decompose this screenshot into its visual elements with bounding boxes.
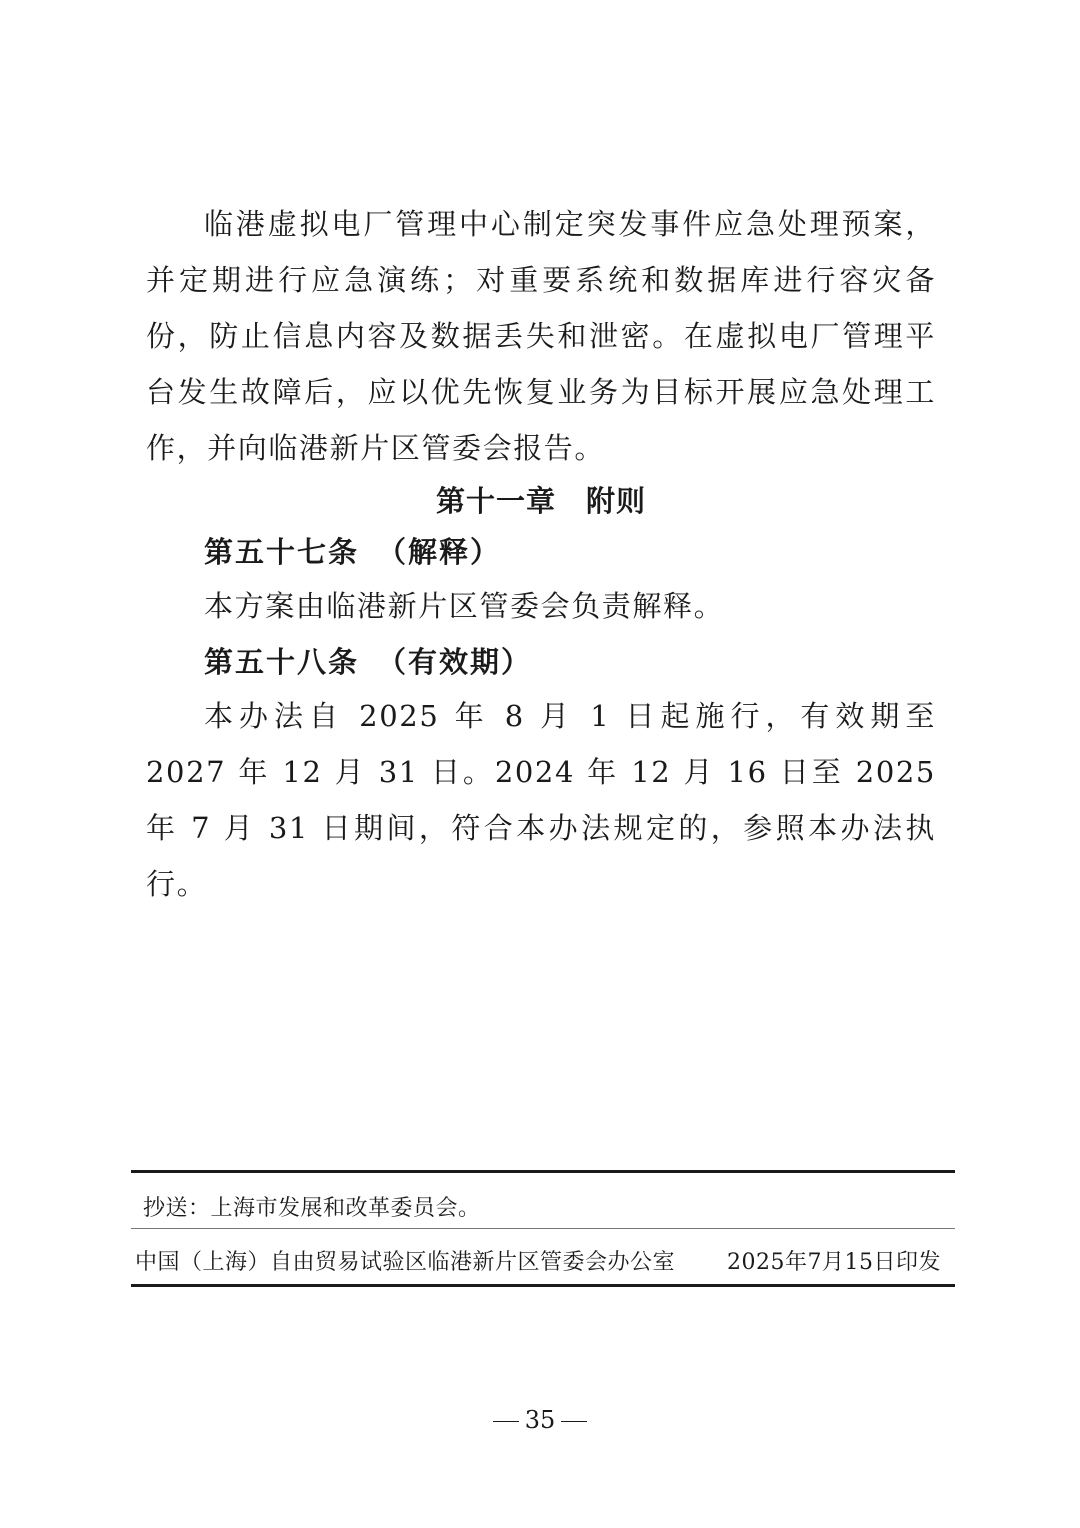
paragraph-text: 本办法自 2025 年 8 月 1 日起施行，有效期至 2027 年 12 月 31 日。2024 年 12 月 16 日至 2025 年 7 月 31 日期间，符合本办法规定的，参照本办法执行。 bbox=[146, 699, 936, 901]
page-number bbox=[0, 1404, 1080, 1436]
body-paragraph-interpretation: 本方案由临港新片区管委会负责解释。 bbox=[204, 589, 725, 623]
article-number: 第五十八条 bbox=[204, 645, 360, 679]
article-heading-58 bbox=[204, 634, 532, 690]
page-number-value: 35 bbox=[524, 1406, 556, 1434]
issue-date: 2025年7月15日印发 bbox=[727, 1250, 941, 1275]
body-paragraph-emergency bbox=[146, 196, 936, 476]
paragraph-text: 临港虚拟电厂管理中心制定突发事件应急处理预案，并定期进行应急演练；对重要系统和数据库进行容灾备份，防止信息内容及数据丢失和泄密。在虚拟电厂管理平台发生故障后，应以优先恢复业务为目标开展应急处理工作，并向临港新片区管委会报告。 bbox=[146, 207, 936, 465]
article-number: 第五十七条 bbox=[204, 535, 360, 569]
cc-line: 抄送：上海市发展和改革委员会。 bbox=[143, 1196, 481, 1221]
chapter-title: 附则 bbox=[586, 484, 647, 518]
footer-bottom-rule bbox=[131, 1284, 955, 1287]
article-heading-57 bbox=[204, 524, 501, 580]
chapter-heading bbox=[146, 473, 936, 529]
page-number-dash-left bbox=[493, 1421, 519, 1422]
article-title: （有效期） bbox=[377, 645, 533, 679]
body-paragraph-validity bbox=[146, 688, 936, 912]
footer-middle-rule bbox=[131, 1228, 955, 1229]
article-title: （解释） bbox=[377, 535, 502, 569]
page-number-dash-right bbox=[561, 1421, 587, 1422]
footer-top-rule bbox=[131, 1170, 955, 1173]
chapter-number: 第十一章 bbox=[435, 484, 556, 518]
issuer-name: 中国（上海）自由贸易试验区临港新片区管委会办公室 bbox=[135, 1250, 676, 1275]
